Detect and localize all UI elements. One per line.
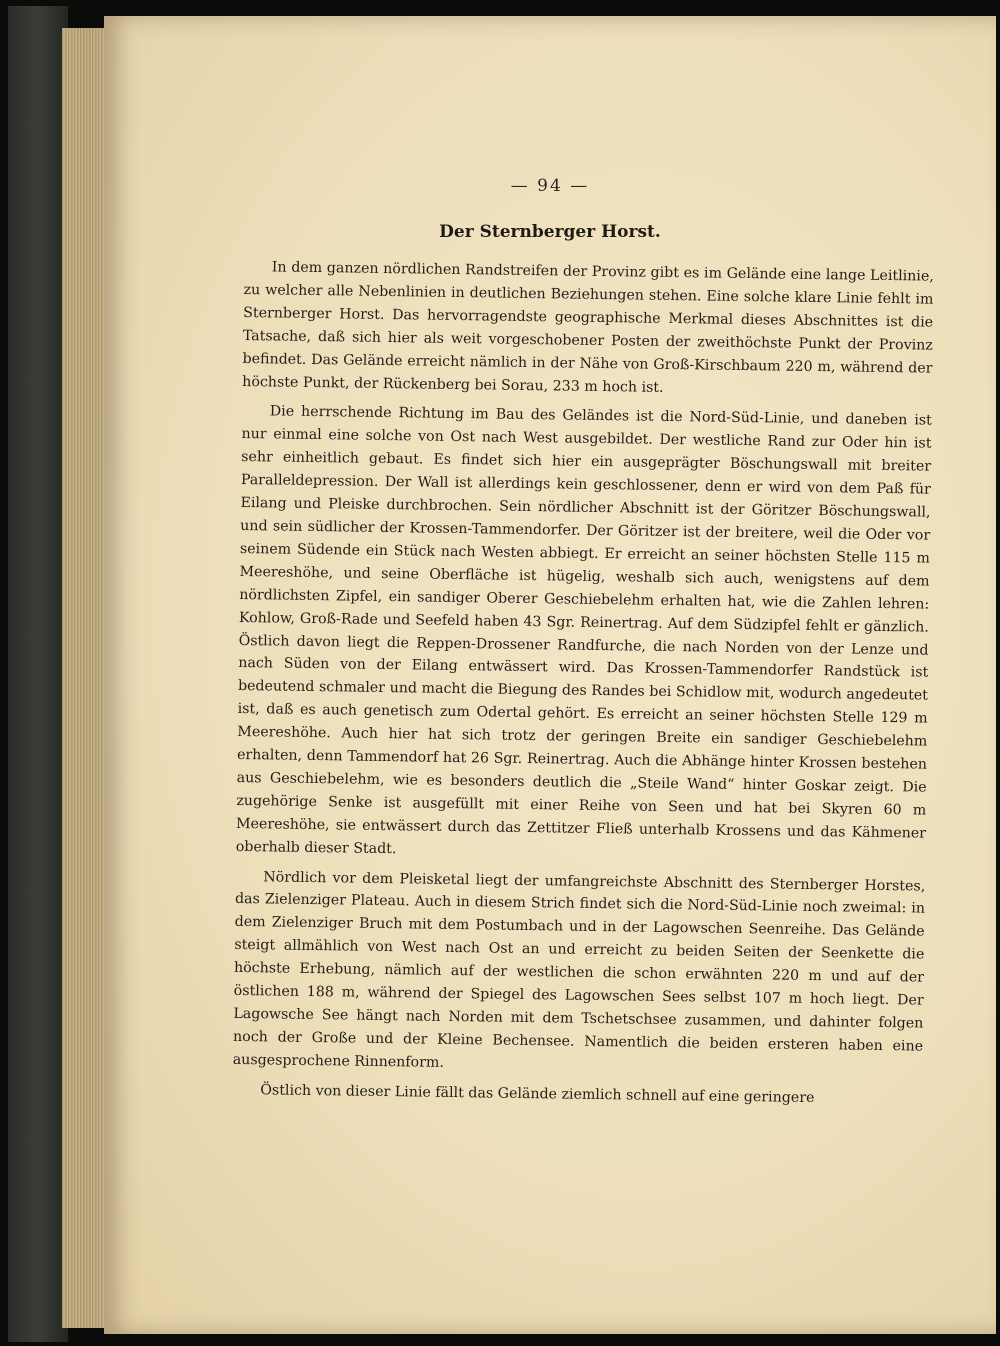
- paragraph: Die herrschende Richtung im Bau des Geländes ist die Nord-Süd-Linie, und daneben ist nur einmal eine solche von Ost nach West ausgebildet. Der westliche Rand zur Oder hin ist sehr einheitlich gebaut. Es findet sich hier ein ausgeprägter Böschungswall mit breiter Paralleldepression. Der Wall ist allerdings kein geschlossener, denn er wird von dem Paß für Eilang und Pleiske durchbrochen. Sein nördlicher Abschnitt ist der Göritzer Böschungswall, und sein südlicher der Krossen-Tammendorfer. Der Göritzer ist der breitere, weil die Oder vor seinem Südende ein Stück nach Westen abbiegt. Er erreicht an seiner höchsten Stelle 115 m Meereshöhe, und seine Oberfläche ist hügelig, weshalb sich auch, wenigstens auf dem nördlichsten Zipfel, ein sandiger Oberer Geschiebelehm erhalten hat, wie die Zahlen lehren: Kohlow, Groß-Rade und Seefeld haben 43 Sgr. Reinertrag. Auf dem Südzipfel fehlt er gänzlich. Östlich davon liegt die Reppen-Drossener Randfurche, die nach Norden von der Lenze und nach Süden von der Eilang entwässert wird. Das Krossen-Tammendorfer Randstück ist bedeutend schmaler und macht die Biegung des Randes bei Schidlow mit, wodurch angedeutet ist, daß es auch genetisch zum Odertal gehört. Es erreicht an seiner höchsten Stelle 129 m Meereshöhe. Auch hier hat sich trotz der geringen Breite ein sandiger Geschiebelehm erhalten, denn Tammendorf hat 26 Sgr. Reinertrag. Auch die Abhänge hinter Krossen bestehen aus Geschiebelehm, wie es besonders deutlich die „Steile Wand“ hinter Goskar zeigt. Die zugehörige Senke ist ausgefüllt mit einer Reihe von Seen und hat bei Skyren 60 m Meereshöhe, sie entwässert durch das Zettitzer Fließ unterhalb Krossens und das Kähmener oberhalb dieser Stadt.: [235, 403, 932, 857]
- book-page: [104, 16, 996, 1334]
- paragraph: In dem ganzen nördlichen Randstreifen der Provinz gibt es im Gelände eine lange Leitlinie, zu welcher alle Nebenlinien in deutlichen Beziehungen stehen. Eine solche klare Linie fehlt im Sternberger Horst. Das hervorragendste geographische Merkmal dieses Abschnittes ist die Tatsache, daß sich hier als weit vorgeschobener Posten der zweithöchste Punkt der Provinz befindet. Das Gelände erreicht nämlich in der Nähe von Groß-Kirschbaum 220 m, während der höchste Punkt, der Rückenberg bei Sorau, 233 m hoch ist.: [242, 259, 934, 396]
- page-number: — 94 —: [510, 176, 590, 196]
- page-edges: [62, 28, 108, 1328]
- book-cover-edge: [8, 6, 68, 1342]
- body-text: [232, 256, 934, 1111]
- section-heading: Der Sternberger Horst.: [439, 222, 661, 242]
- paragraph: Nördlich vor dem Pleisketal liegt der umfangreichste Abschnitt des Sternberger Horstes, das Zielenziger Plateau. Auch in diesem Strich findet sich die Nord-Süd-Linie noch zweimal: in dem Zielenziger Bruch mit dem Postumbach und in der Lagowschen Seenreihe. Das Gelände steigt allmählich von West nach Ost an und erreicht zu beiden Seiten der Seenkette die höchste Erhebung, nämlich auf der westlichen die schon erwähnten 220 m und auf der östlichen 188 m, während der Spiegel des Lagowschen Sees selbst 107 m hoch liegt. Der Lagowsche See hängt nach Norden mit dem Tschetschsee zusammen, und dahinter folgen noch der Große und der Kleine Bechensee. Namentlich die beiden ersteren haben eine ausgesprochene Rinnenform.: [232, 868, 926, 1071]
- paragraph: Östlich von dieser Linie fällt das Gelände ziemlich schnell auf eine geringere: [260, 1082, 815, 1106]
